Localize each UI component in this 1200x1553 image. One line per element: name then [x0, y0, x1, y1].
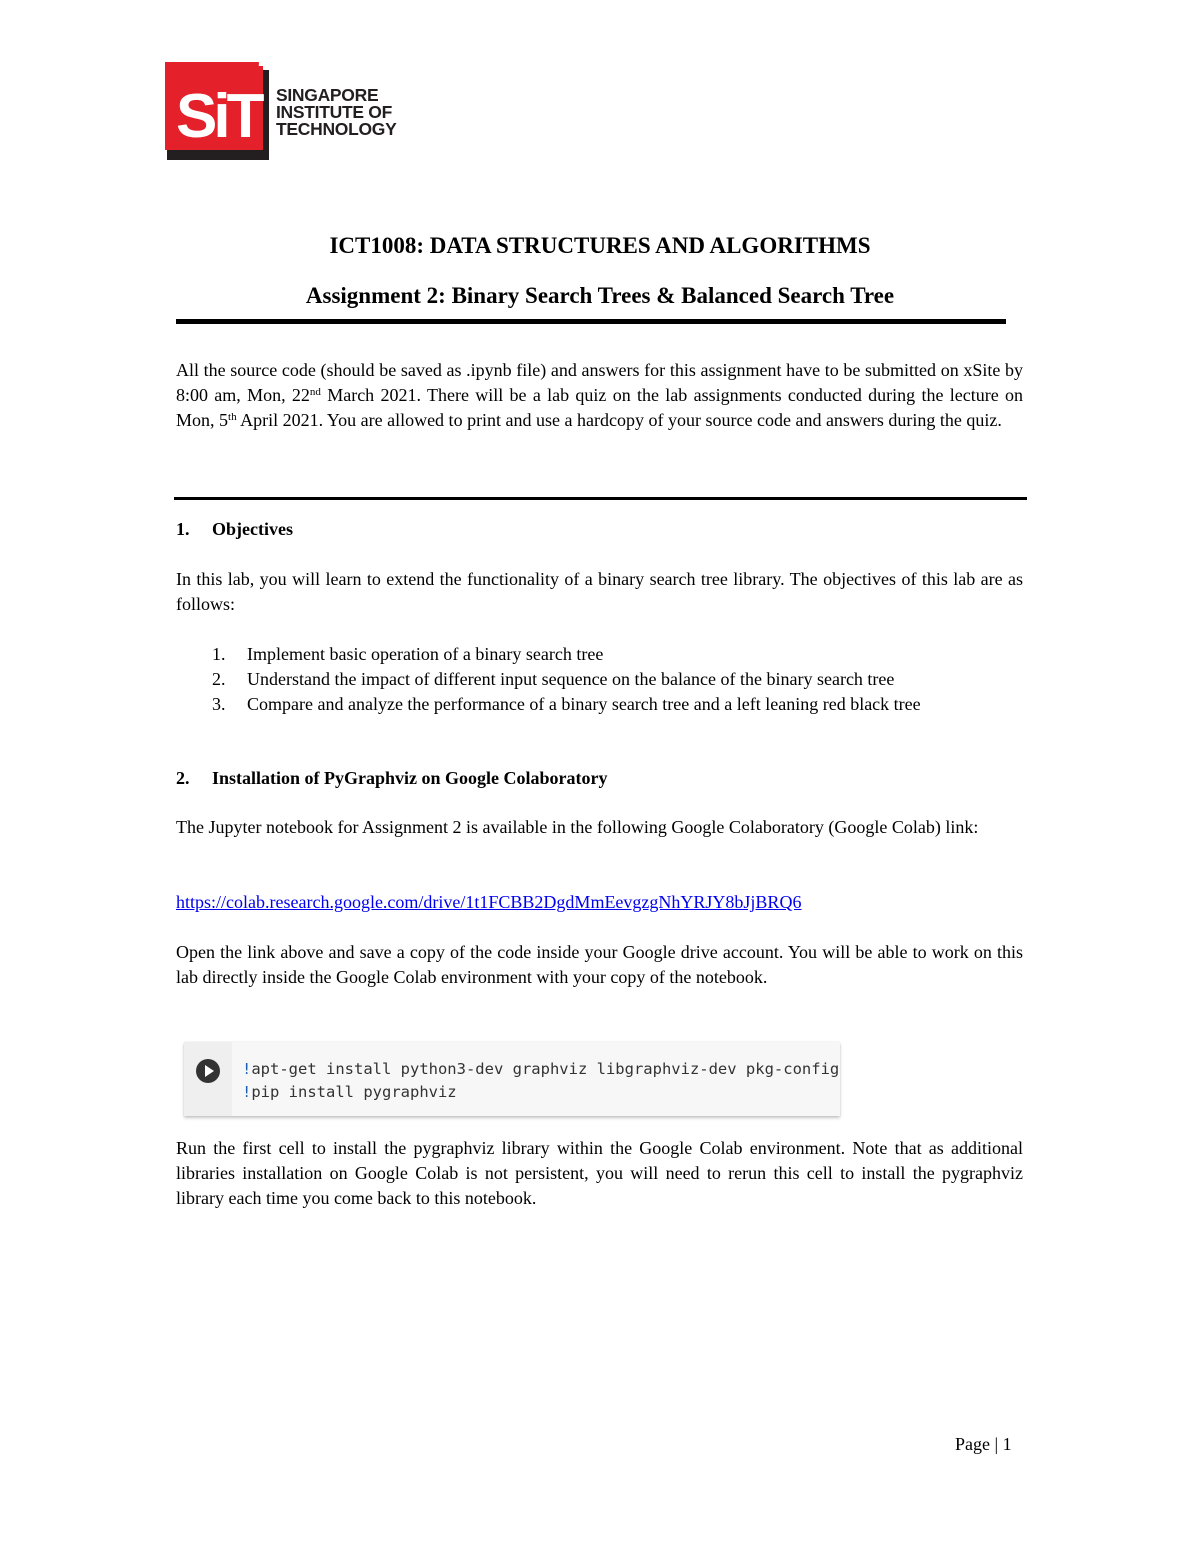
sit-logo: [165, 62, 405, 172]
objectives-paragraph: In this lab, you will learn to extend the functionality of a binary search tree library. The objectives of this lab are as follows:: [176, 569, 1023, 614]
section-heading-installation: [176, 766, 608, 791]
shell-bang: !: [242, 1060, 252, 1078]
list-item: [212, 642, 1024, 667]
assignment-title: Assignment 2: Binary Search Trees & Balanced Search Tree: [305, 283, 895, 308]
sit-logo-mark: [165, 62, 275, 172]
section-heading-text: Installation of PyGraphviz on Google Colaboratory: [212, 768, 608, 788]
objectives-list: [212, 642, 1024, 717]
code-cell[interactable]: [184, 1042, 840, 1116]
shell-bang: !: [242, 1083, 252, 1101]
superscript: nd: [309, 386, 321, 398]
intro-text-3: April 2021. You are allowed to print and use a hardcopy of your source code and answers during the quiz.: [236, 410, 1002, 430]
section-number: 2.: [176, 768, 190, 788]
list-item: [212, 692, 1024, 717]
section-divider: [174, 497, 1027, 500]
list-item-text: Implement basic operation of a binary search tree: [247, 644, 604, 664]
list-item-text: Understand the impact of different input sequence on the balance of the binary search tree: [247, 669, 895, 689]
code-cell-gutter: [184, 1042, 232, 1116]
colab-link[interactable]: https://colab.research.google.com/drive/1t1FCBB2DgdMmEevgzgNhYRJY8bJjBRQ6: [176, 892, 802, 912]
logo-line: SINGAPORE: [276, 85, 379, 105]
code-line: apt-get install python3-dev graphviz libgraphviz-dev pkg-config: [251, 1060, 840, 1078]
list-item-number: 1.: [212, 644, 226, 664]
intro-text-1: All the source code (should be saved as .ipynb file) and answers for this assignment have to be submitted on xSite by 8:00 am, Mon, 22: [176, 360, 1023, 405]
logo-mark-text: SiT: [176, 82, 261, 151]
play-icon[interactable]: [196, 1059, 220, 1083]
section-number: 1.: [176, 519, 190, 539]
section-heading-objectives: [176, 517, 293, 542]
code-cell-source[interactable]: [242, 1058, 839, 1104]
section-heading-text: Objectives: [212, 519, 293, 539]
logo-line: TECHNOLOGY: [276, 119, 397, 139]
code-line: pip install pygraphviz: [251, 1083, 457, 1101]
intro-paragraph: [176, 358, 1023, 433]
page-number: Page | 1: [955, 1434, 1012, 1454]
superscript: th: [228, 411, 237, 423]
title-divider: [176, 319, 1006, 324]
list-item-number: 2.: [212, 669, 226, 689]
logo-wordmark: [276, 87, 396, 138]
list-item-text: Compare and analyze the performance of a binary search tree and a left leaning red black tree: [247, 694, 921, 714]
logo-line: INSTITUTE OF: [276, 102, 392, 122]
notebook-paragraph: The Jupyter notebook for Assignment 2 is available in the following Google Colaboratory (Google Colab) link:: [176, 817, 979, 837]
list-item-number: 3.: [212, 694, 226, 714]
list-item: [212, 667, 1024, 692]
run-cell-paragraph: Run the first cell to install the pygraphviz library within the Google Colab environment. Note that as additional libraries installation on Google Colab is not persistent, you will need to rerun this cell to install the pygraphviz library each time you come back to this notebook.: [176, 1138, 1023, 1208]
intro-text-2: March 2021. There will be a lab quiz on the lab assignments conducted during the lecture on Mon, 5: [176, 385, 1023, 430]
open-link-paragraph: Open the link above and save a copy of the code inside your Google drive account. You will be able to work on this lab directly inside the Google Colab environment with your copy of the notebook.: [176, 942, 1023, 987]
course-title: ICT1008: DATA STRUCTURES AND ALGORITHMS: [329, 233, 871, 258]
